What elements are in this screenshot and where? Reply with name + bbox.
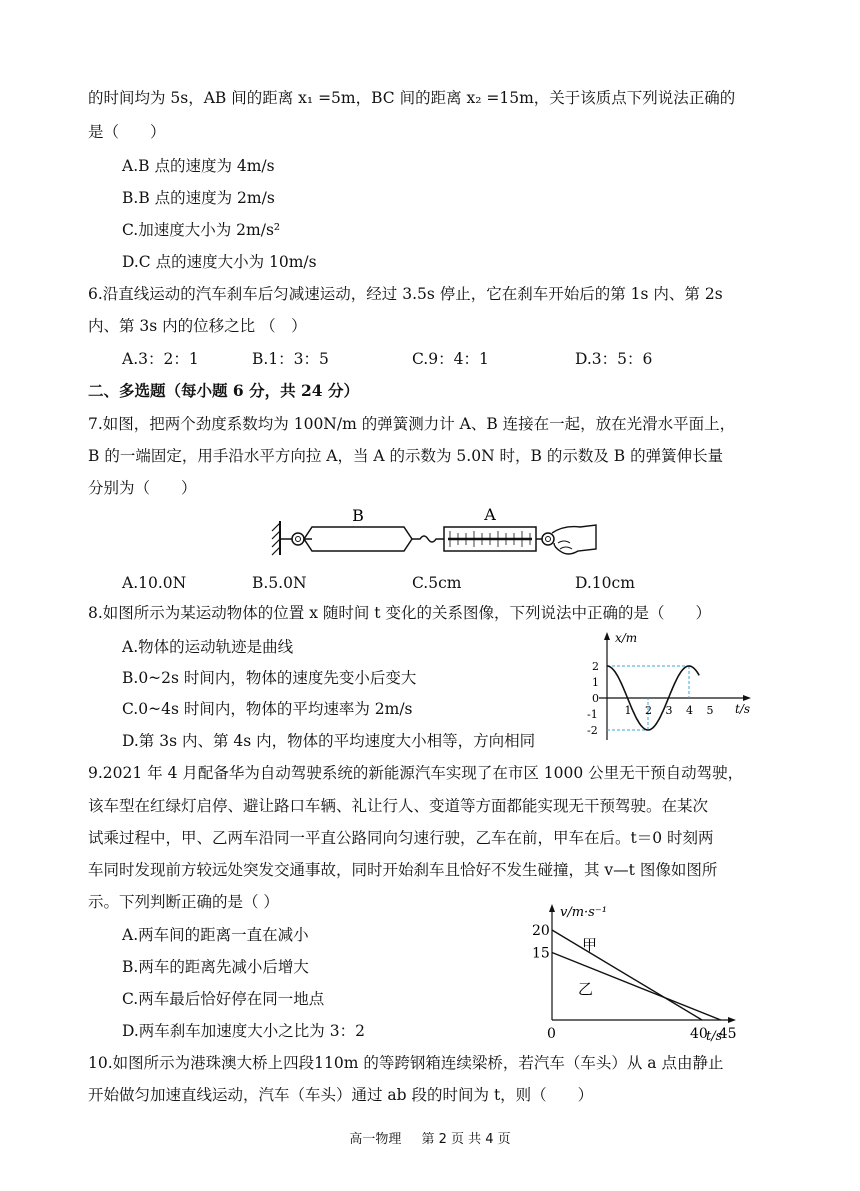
q9-option-a: A.两车间的距离一直在减小 xyxy=(122,926,309,944)
q6-option-a: A.3：2：1 xyxy=(122,350,199,368)
spring-scale-figure xyxy=(268,503,598,563)
v-t-y-axis-label: v/m·s⁻¹ xyxy=(560,905,607,920)
x-t-chart xyxy=(585,628,755,746)
q8-option-d: D.第 3s 内、第 4s 内，物体的平均速度大小相等，方向相同 xyxy=(122,732,536,750)
page-footer xyxy=(0,1128,860,1147)
q9-stem-line4: 车同时发现前方较远处突发交通事故，同时开始刹车且恰好不发生碰撞，其 v—t 图像如图所 xyxy=(88,861,718,879)
v-t-x-axis-label: t/s xyxy=(706,1029,723,1044)
footer-subject: 高一物理 xyxy=(349,1132,402,1147)
x-t-y-tick-label: 2 xyxy=(592,660,599,673)
x-t-y-tick-label: -1 xyxy=(587,708,598,721)
v-t-y-tick-label: 20 xyxy=(532,923,550,939)
q6-option-d: D.3：5：6 xyxy=(575,350,653,368)
q8-stem: 8.如图所示为某运动物体的位置 x 随时间 t 变化的关系图像，下列说法中正确的是（ ） xyxy=(88,604,711,622)
q10-stem-line2: 开始做匀加速直线运动，汽车（车头）通过 ab 段的时间为 t，则（ ） xyxy=(88,1086,594,1104)
q9-stem-line2: 该车型在红绿灯启停、避让路口车辆、礼让行人、变道等方面都能实现无干预驾驶。在某次 xyxy=(88,797,709,815)
x-t-x-tick-label: 1 xyxy=(624,704,632,717)
q9-option-b: B.两车的距离先减小后增大 xyxy=(122,958,309,976)
q9-stem-line1: 9.2021 年 4 月配备华为自动驾驶系统的新能源汽车实现了在市区 1000 公里无干预自动驾驶， xyxy=(88,764,744,782)
q7-option-a: A.10.0N xyxy=(122,574,187,592)
v-t-series-label: 乙 xyxy=(578,980,594,998)
x-t-y-tick-label: 0 xyxy=(592,692,599,705)
q9-option-c: C.两车最后恰好停在同一地点 xyxy=(122,990,325,1008)
q6-stem-line1: 6.沿直线运动的汽车刹车后匀减速运动，经过 3.5s 停止，它在刹车开始后的第 1s 内、第 2s xyxy=(88,285,723,303)
x-t-x-tick-label: 3 xyxy=(665,704,673,717)
x-t-y-tick-label: -2 xyxy=(587,724,598,737)
q7-stem-line2: B 的一端固定，用手沿水平方向拉 A，当 A 的示数为 5.0N 时，B 的示数及 B 的弹簧伸长量 xyxy=(88,447,724,465)
x-t-x-axis-label: t/s xyxy=(735,702,751,716)
section-heading: 二、多选题（每小题 6 分，共 24 分） xyxy=(88,381,359,400)
q8-option-a: A.物体的运动轨迹是曲线 xyxy=(122,638,294,656)
x-t-x-tick-label: 2 xyxy=(645,704,652,717)
x-t-y-axis-label: x/m xyxy=(615,631,638,645)
v-t-x-tick-label: 45 xyxy=(718,1026,737,1042)
q8-option-c: C.0~4s 时间内，物体的平均速率为 2m/s xyxy=(122,700,413,718)
q5-option-b: B.B 点的速度为 2m/s xyxy=(122,189,275,207)
v-t-x-tick-label: 0 xyxy=(547,1026,556,1042)
q9-stem-line3: 试乘过程中，甲、乙两车沿同一平直公路同向匀速行驶，乙车在前，甲车在后。t＝0 时刻两 xyxy=(88,829,714,847)
label-b: B xyxy=(352,506,364,525)
q6-option-c: C.9：4：1 xyxy=(412,350,489,368)
v-t-axes xyxy=(549,904,736,1023)
v-t-series-label: 甲 xyxy=(582,936,598,954)
q10-stem-line1: 10.如图所示为港珠澳大桥上四段110m 的等跨钢箱连续梁桥，若汽车（车头）从 a 点由静止 xyxy=(88,1054,724,1072)
q9-stem-line5: 示。下列判断正确的是（ ） xyxy=(88,893,279,911)
x-t-y-tick-label: 1 xyxy=(592,676,599,689)
v-t-y-tick-label: 15 xyxy=(532,945,550,962)
v-t-chart xyxy=(528,898,740,1046)
q7-option-c: C.5cm xyxy=(412,574,462,592)
q7-option-b: B.5.0N xyxy=(252,574,307,592)
q5-option-c: C.加速度大小为 2m/s² xyxy=(122,221,281,239)
label-a: A xyxy=(484,505,496,524)
q5-stem-line1: 的时间均为 5s，AB 间的距离 x₁ =5m，BC 间的距离 x₂ =15m，关于该质点下列说法正确的 xyxy=(88,89,736,107)
q5-option-a: A.B 点的速度为 4m/s xyxy=(122,157,275,175)
q6-stem-line2: 内、第 3s 内的位移之比 （ ） xyxy=(88,317,307,335)
v-t-x-tick-label: 40 xyxy=(690,1026,708,1042)
q6-option-b: B.1：3：5 xyxy=(252,350,329,368)
q7-option-d: D.10cm xyxy=(575,574,635,592)
x-t-x-tick-label: 5 xyxy=(706,704,714,717)
q7-stem-line3: 分别为（ ） xyxy=(88,479,197,497)
v-t-series-line xyxy=(552,930,702,1020)
q5-stem-line2: 是（ ） xyxy=(88,123,166,141)
q8-option-b: B.0~2s 时间内，物体的速度先变小后变大 xyxy=(122,669,417,687)
footer-page-number: 第 2 页 共 4 页 xyxy=(421,1132,511,1147)
q7-stem-line1: 7.如图，把两个劲度系数均为 100N/m 的弹簧测力计 A、B 连接在一起，放在光滑水平面上， xyxy=(88,415,736,433)
q9-option-d: D.两车刹车加速度大小之比为 3：2 xyxy=(122,1022,365,1040)
x-t-x-tick-label: 4 xyxy=(686,704,693,717)
q5-option-d: D.C 点的速度大小为 10m/s xyxy=(122,253,317,271)
